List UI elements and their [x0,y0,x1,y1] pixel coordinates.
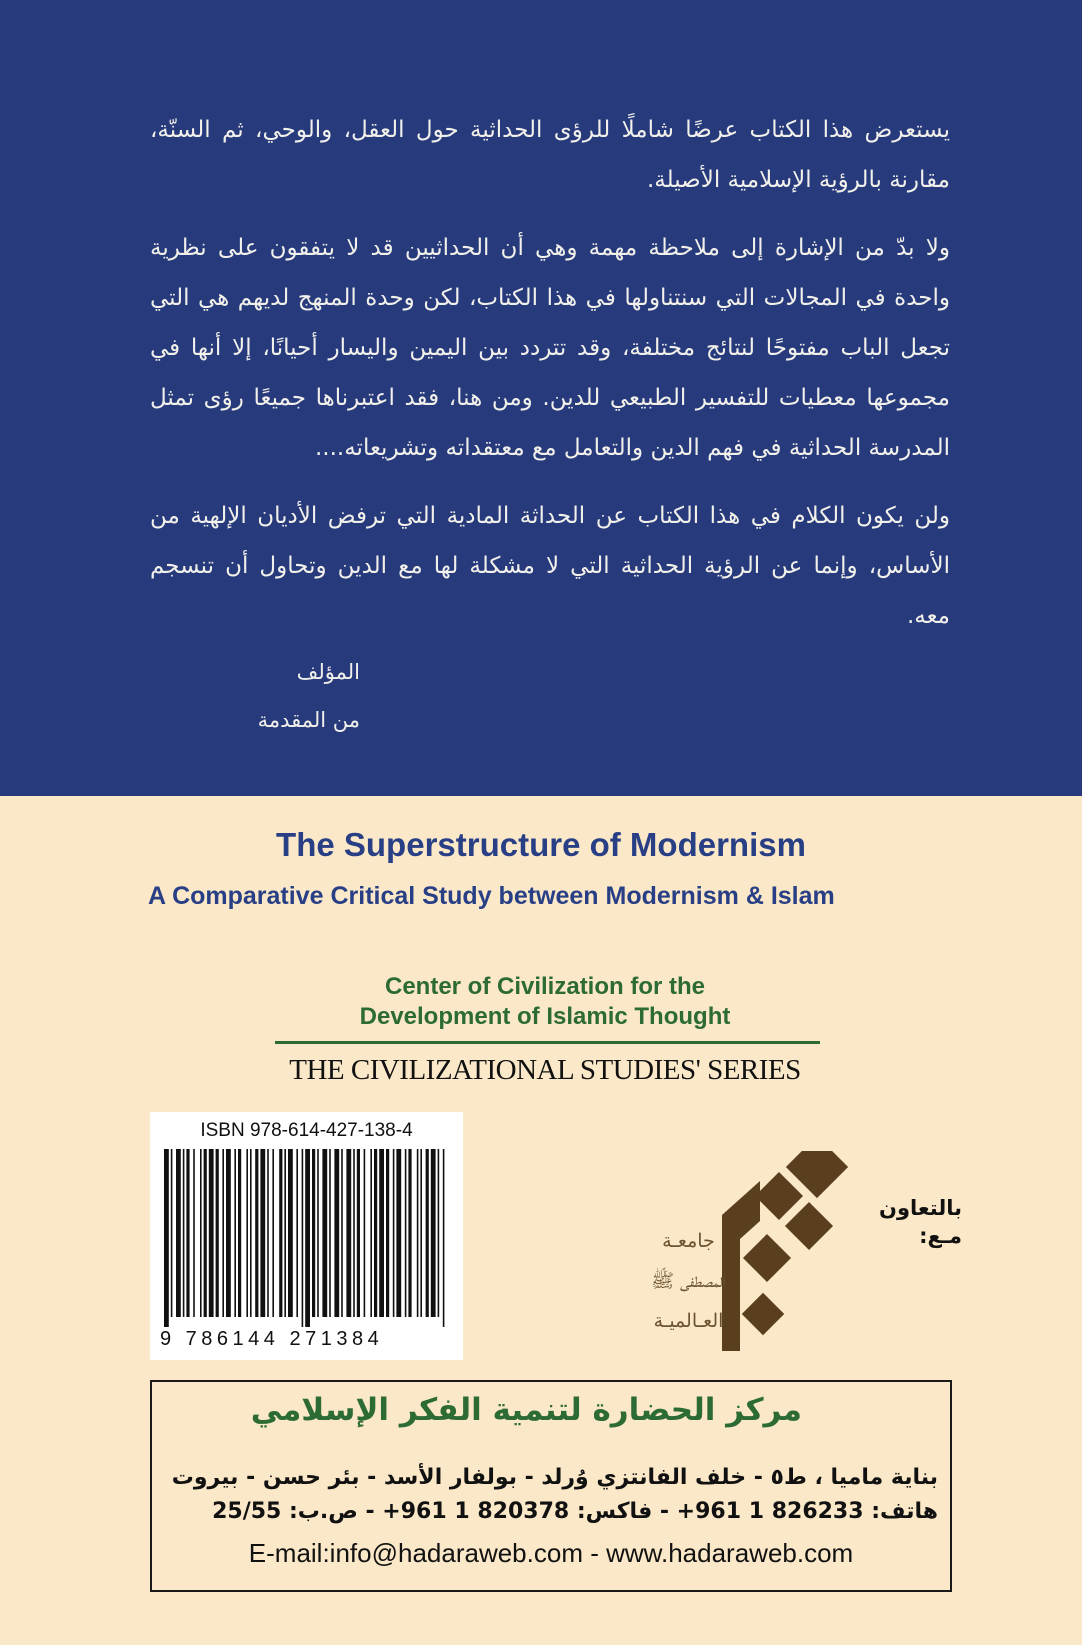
blurb-paragraph-1: يستعرض هذا الكتاب عرضًا شاملًا للرؤى الحداثية حول العقل، والوحي، ثم السنّة، مقارنة بالرؤية الإسلامية الأصيلة. [150,117,950,193]
center-name [290,972,800,1032]
publisher-contact-box [150,1380,952,1592]
english-title: The Superstructure of Modernism [276,826,806,863]
cooperation-label-line-2: مـع: [919,1224,962,1248]
signature [160,648,360,744]
isbn-label: ISBN 978-614-427-138-4 [200,1120,413,1141]
signature-source: من المقدمة [257,708,360,732]
university-name-line-3: العـالميـة [653,1310,724,1332]
barcode-block [150,1112,463,1360]
divider-rule [275,1041,820,1044]
cooperation-label [862,1194,962,1250]
publisher-name: مركز الحضارة لتنمية الفكر الإسلامي [250,1392,802,1428]
blurb-paragraph-2: ولا بدّ من الإشارة إلى ملاحظة مهمة وهي أن الحداثيين قد لا يتفقون على نظرية واحدة في المجالات التي سنتناولها في هذا الكتاب، لكن وحدة المنهج لديهم هي التي تجعل الباب مفتوحًا لنتائج مختلفة، وقد تتردد بين اليمين واليسار أحيانًا، إلا أنها في مجموعها معطيات للتفسير الطبيعي للدين. ومن هنا، فقد اعتبرناها جميعًا رؤى تمثل المدرسة الحداثية في فهم الدين والتعامل مع معتقداته وتشريعاته.... [150,235,950,461]
publisher-phone: هاتف: 826233 1 961+ - فاكس: 820378 1 961+ - ص.ب: 25/55 [212,1499,938,1524]
university-name-line-2: المصطفى ﷺ [651,1270,726,1292]
publisher-address: بناية ماميا ، ط٥ - خلف الفانتزي وُرلد - بولفار الأسد - بئر حسن - بيروت [171,1465,938,1490]
university-name [636,1221,741,1341]
series-name: THE CIVILIZATIONAL STUDIES' SERIES [289,1054,801,1086]
signature-author: المؤلف [296,660,360,684]
blurb-text [150,105,950,659]
english-subtitle: A Comparative Critical Study between Modernism & Islam [148,882,835,910]
barcode-icon [160,1149,453,1327]
blurb-paragraph-3: ولن يكون الكلام في هذا الكتاب عن الحداثة المادية التي ترفض الأديان الإلهية من الأساس، وإنما عن الرؤية الحداثية التي لا مشكلة لها مع الدين وتحاول أن تنسجم معه. [150,503,950,629]
cooperation-label-line-1: بالتعاون [879,1196,962,1220]
center-name-line-2: Development of Islamic Thought [359,1003,731,1030]
university-name-line-1: جامعـة [662,1230,715,1252]
back-cover-cream-panel [0,796,1082,1645]
isbn-digits: 9 786144 271384 [160,1328,384,1350]
publisher-web: E-mail:info@hadaraweb.com - www.hadaraweb.com [248,1538,854,1568]
back-cover-blue-panel [0,0,1082,796]
center-name-line-1: Center of Civilization for the [384,973,705,1000]
